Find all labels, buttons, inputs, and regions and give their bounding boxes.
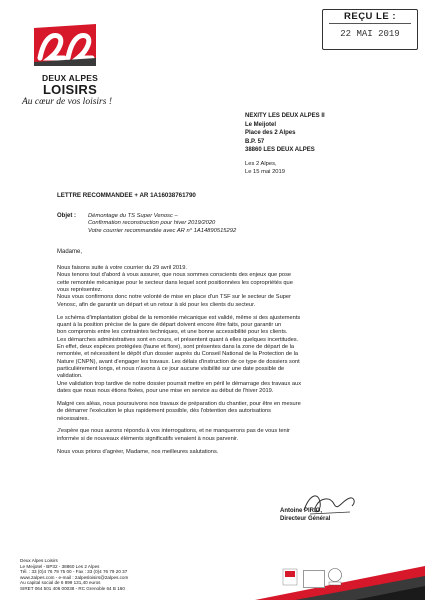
signer-name: Antoine PIRIO,	[280, 508, 322, 514]
footer-line: www.2alpes.com - e-mail : 2alpesloisirs@2alpes.com	[20, 574, 129, 580]
text-line: En effet, deux espèces protégées (faune et flore), sont présentes dans la zone de départ de la	[57, 343, 295, 350]
text-line: bon compromis entre les contraintes techniques, et une bonne accessibilité pour les clients.	[57, 329, 288, 336]
recipient-line: NEXITY LES DEUX ALPES II	[245, 113, 325, 119]
recipient-address	[245, 112, 325, 155]
text-line: vous représentez.	[57, 287, 103, 294]
text-line: dates que nous nous étions fixées, pour une mise en service au début de l'hiver 2019.	[57, 388, 274, 394]
paragraph	[57, 449, 375, 456]
bureau-veritas-logo-icon	[327, 567, 343, 586]
text-line: Venosc, afin de garantir un départ et un retour à ski pour les clients du secteur.	[57, 301, 256, 308]
recipient-line: 38860 LES DEUX ALPES	[245, 147, 315, 154]
paragraph	[57, 428, 375, 443]
text-line: particulièrement longs, et nous n'avons à ce jour aucune visibilité sur une date possible de	[57, 365, 285, 372]
paragraph	[57, 265, 375, 309]
stamp-date: 22 MAI 2019	[340, 29, 400, 39]
footer-line: Le Meijotel - BP32 - 38860 Les 2 Alpes	[20, 563, 100, 569]
text-line: Nature (CNPN), avant d'engager les travaux. Les délais d'instruction de ce type de dossiers sont	[57, 358, 300, 365]
text-line: Les démarches administratives sont en cours, et présentent quant à elles quelques incertitudes.	[57, 336, 299, 343]
subject-line: Votre courrier recommandée avec AR n° 1A14890515292	[88, 227, 237, 234]
text-line: remontée, et nécessitent le dépôt d'un dossier auprès du Conseil National de la Protection de la	[57, 351, 299, 358]
text-line: Une validation trop tardive de notre dossier pourrait mettre en péril le démarrage des travaux aux	[57, 380, 302, 387]
certification-label-icon	[303, 570, 325, 588]
text-line: validation.	[57, 373, 83, 380]
subject-lines	[88, 213, 236, 235]
recipient-line: Place des 2 Alpes	[245, 130, 296, 137]
footer-line: Au capital social de 6 899 131,40 euros	[20, 580, 101, 586]
text-line: informée si de nouveaux éléments significatifs venaient à nous parvenir.	[57, 435, 239, 442]
recipient-line: Le Meijotel	[245, 121, 277, 128]
footer-line: Deux Alpes Loisirs	[20, 558, 58, 563]
signer-title: Directeur Général	[280, 516, 331, 522]
greeting: Madame,	[57, 249, 83, 255]
recipient-line: B.P. 57	[245, 138, 265, 145]
slogan: Au cœur de vos loisirs !	[22, 97, 112, 107]
place: Les 2 Alpes,	[245, 161, 277, 167]
text-line: Nous faisons suite à votre courrier du 29 avril 2019.	[57, 265, 187, 271]
paragraph	[57, 401, 375, 423]
certification-logo-icon	[282, 568, 298, 586]
text-line: cette remontée mécanique pour le secteur dans lequel sont positionnées les copropriétés que	[57, 279, 293, 286]
text-line: quant à la position précise de la gare de départ doivent encore être faits, pour garantir un	[57, 321, 282, 328]
received-stamp	[322, 9, 418, 50]
registered-letter-reference: LETTRE RECOMMANDEE + AR 1A16038761790	[57, 192, 196, 199]
place-date	[245, 160, 285, 176]
deux-alpes-logo-icon	[30, 22, 100, 70]
footer-line: SIRET 064 501 406 00038 - RC Grenoble 64 B 160	[20, 585, 125, 591]
logo-top-text: DEUX ALPES	[41, 73, 98, 83]
paragraph	[57, 315, 375, 396]
text-line: Nous vous confirmons donc notre volonté de mise en place d'un TSF sur le secteur de Super	[57, 294, 291, 301]
subject-line: Confirmation reconstruction pour hiver 2019/2020	[88, 220, 216, 227]
text-line: Malgré ces aléas, nous poursuivons nos travaux de préparation du chantier, pour être en mesure	[57, 400, 301, 407]
date: Le 15 mai 2019	[245, 169, 285, 175]
text-line: de démarrer l'exécution le plus rapidement possible, dès l'obtention des autorisations	[57, 408, 271, 415]
text-line: Le schéma d'implantation global de la remontée mécanique est validé, même si des ajustements	[57, 314, 301, 321]
text-line: nécessaires.	[57, 415, 89, 422]
subject-label: Objet :	[57, 213, 76, 219]
footer-address	[20, 558, 128, 592]
text-line: J'espère que nous aurons répondu à vos interrogations, et ne manquerons pas de vous tenir	[57, 428, 290, 435]
stamp-divider	[329, 23, 411, 24]
logo-bottom-text: LOISIRS	[42, 82, 98, 97]
letter-body	[57, 265, 375, 461]
text-line: Nous tenons tout d'abord à vous assurer, que nous sommes conscients des enjeux que pose	[57, 272, 292, 279]
footer-line: Tél. : 33 (0)4 76 79 75 00 - Fax : 33 (0)4 76 79 20 37	[20, 569, 128, 575]
stamp-title: REÇU LE :	[344, 11, 396, 22]
text-line: Nous vous prions d'agréer, Madame, nos meilleures salutations.	[57, 448, 219, 455]
subject-line: Démontage du TS Super Venosc –	[88, 213, 178, 219]
